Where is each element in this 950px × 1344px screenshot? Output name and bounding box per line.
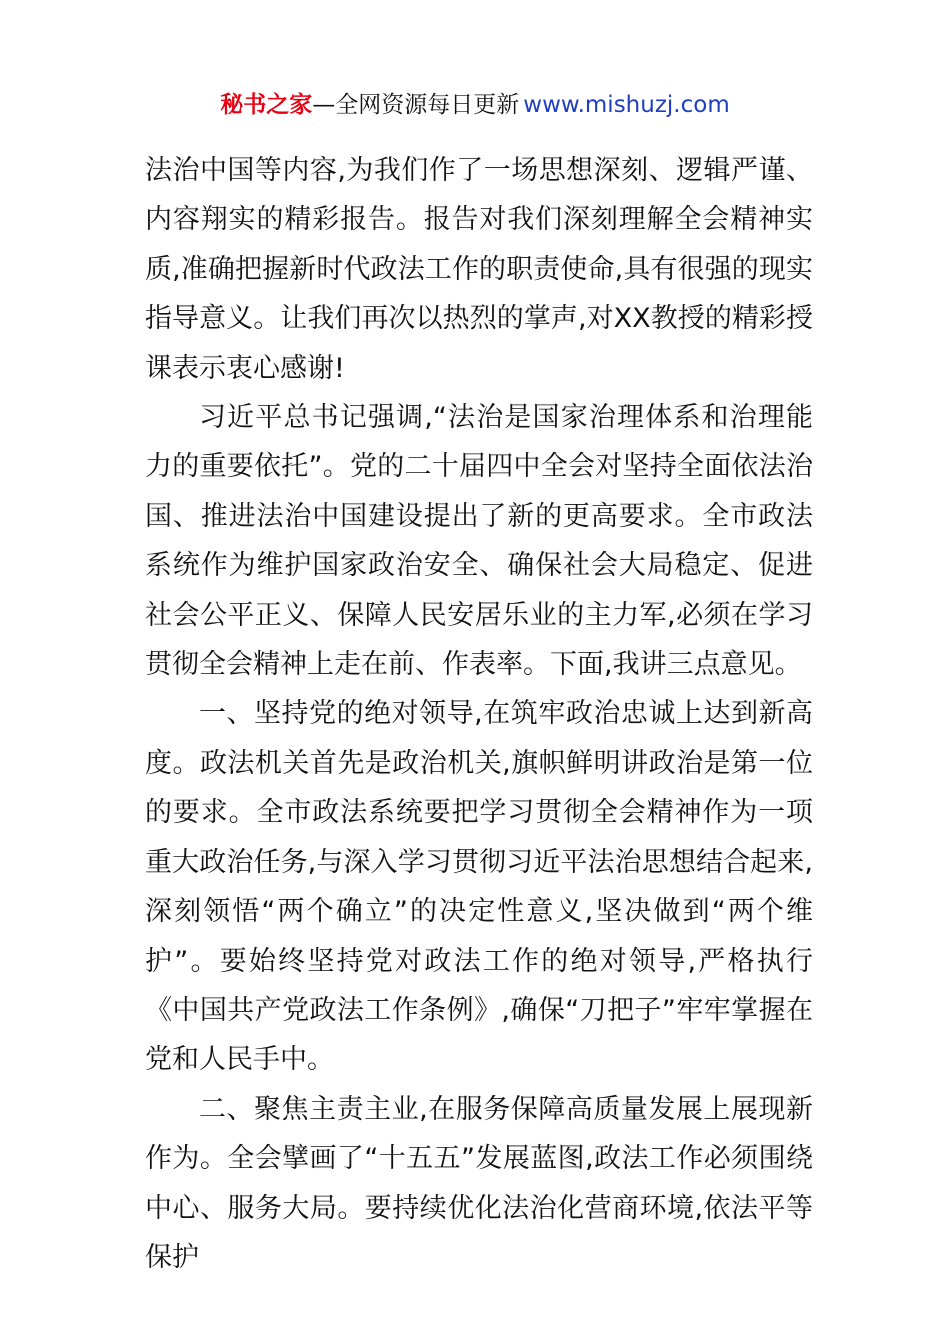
page-header bbox=[0, 88, 950, 122]
site-url-link[interactable]: www.mishuzj.com bbox=[523, 92, 730, 118]
paragraph-point-two: 二、聚焦主责主业,在服务保障高质量发展上展现新作为。全会擘画了“十五五”发展蓝图,政法工作必须围绕中心、服务大局。要持续优化法治化营商环境,依法平等保护 bbox=[145, 1093, 813, 1273]
brand-name: 秘书之家 bbox=[220, 92, 313, 118]
paragraph-point-one: 一、坚持党的绝对领导,在筑牢政治忠诚上达到新高度。政法机关首先是政治机关,旗帜鲜明讲政治是第一位的要求。全市政法系统要把学习贯彻全会精神作为一项重大政治任务,与深入学习贯彻习近平法治思想结合起来,深刻领悟“两个确立”的决定性意义,坚决做到“两个维护”。要始终坚持党对政法工作的绝对领导,严格执行《中国共产党政法工作条例》,确保“刀把子”牢牢掌握在党和人民手中。 bbox=[145, 698, 813, 1076]
header-tagline: —全网资源每日更新 bbox=[312, 92, 520, 118]
paragraph-intro: 习近平总书记强调,“法治是国家治理体系和治理能力的重要依托”。党的二十届四中全会对坚持全面依法治国、推进法治中国建设提出了新的更高要求。全市政法系统作为维护国家政治安全、确保社会大局稳定、促进社会公平正义、保障人民安居乐业的主力军,必须在学习贯彻全会精神上走在前、作表率。下面,我讲三点意见。 bbox=[145, 402, 813, 681]
paragraph-continued: 法治中国等内容,为我们作了一场思想深刻、逻辑严谨、内容翔实的精彩报告。报告对我们深刻理解全会精神实质,准确把握新时代政法工作的职责使命,具有很强的现实指导意义。让我们再次以热烈的掌声,对XX教授的精彩授课表示衷心感谢! bbox=[145, 155, 813, 384]
document-body bbox=[145, 146, 813, 1282]
